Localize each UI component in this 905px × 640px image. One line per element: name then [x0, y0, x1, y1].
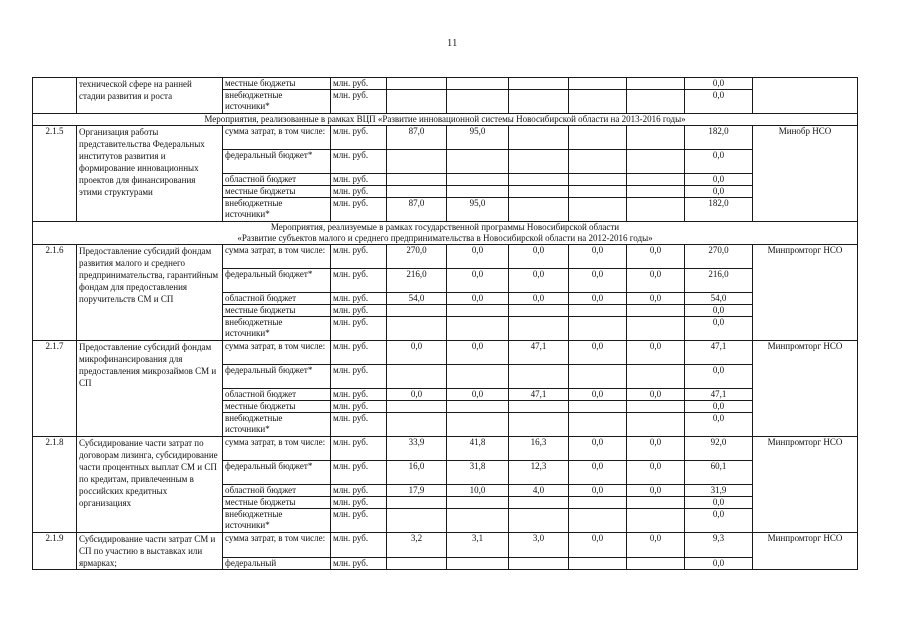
total-value: 182,0 [685, 126, 753, 150]
year-value-1: 54,0 [387, 293, 447, 305]
year-value-4: 0,0 [569, 341, 627, 365]
year-value-3: 47,1 [509, 341, 569, 365]
year-value-5 [627, 150, 685, 174]
funding-source: федеральный бюджет* [223, 365, 331, 389]
table-row [33, 245, 858, 269]
year-value-1: 87,0 [387, 198, 447, 222]
total-value: 0,0 [685, 317, 753, 341]
year-value-5 [627, 198, 685, 222]
year-value-3 [509, 305, 569, 317]
funding-source: внебюджетные источники* [223, 317, 331, 341]
funding-source: местные бюджеты [223, 401, 331, 413]
year-value-3 [509, 90, 569, 114]
year-value-5: 0,0 [627, 485, 685, 497]
funding-source: областной бюджет [223, 485, 331, 497]
total-value: 216,0 [685, 269, 753, 293]
year-value-4 [569, 126, 627, 150]
year-value-5: 0,0 [627, 533, 685, 558]
year-value-3 [509, 401, 569, 413]
section-heading-line: «Развитие субъектов малого и среднего предпринимательства в Новосибирской области на 2012-2016 годы» [237, 233, 653, 243]
year-value-3 [509, 509, 569, 533]
item-name: Субсидирование части затрат по договорам лизинга, субсидирование части процентных выплат СМ и СП по кредитам, привлеченным в российских кредитных организациях [77, 437, 223, 533]
funding-source: федеральный [223, 557, 331, 569]
year-value-1: 0,0 [387, 389, 447, 401]
unit: млн. руб. [331, 401, 387, 413]
year-value-4 [569, 401, 627, 413]
unit: млн. руб. [331, 557, 387, 569]
year-value-5 [627, 126, 685, 150]
year-value-4 [569, 305, 627, 317]
year-value-1 [387, 186, 447, 198]
year-value-4 [569, 90, 627, 114]
year-value-5: 0,0 [627, 269, 685, 293]
executor: Минпромторг НСО [753, 437, 858, 533]
year-value-3 [509, 413, 569, 437]
year-value-1: 216,0 [387, 269, 447, 293]
year-value-3: 0,0 [509, 269, 569, 293]
year-value-1 [387, 413, 447, 437]
item-number: 2.1.9 [33, 533, 77, 570]
year-value-5 [627, 401, 685, 413]
unit: млн. руб. [331, 150, 387, 174]
funding-source: сумма затрат, в том числе: [223, 245, 331, 269]
funding-source: внебюджетные источники* [223, 198, 331, 222]
year-value-1: 87,0 [387, 126, 447, 150]
executor: Минпромторг НСО [753, 245, 858, 341]
total-value: 31,9 [685, 485, 753, 497]
year-value-2 [447, 497, 509, 509]
year-value-3 [509, 198, 569, 222]
year-value-4 [569, 497, 627, 509]
year-value-3: 12,3 [509, 461, 569, 485]
funding-source: местные бюджеты [223, 497, 331, 509]
year-value-1 [387, 401, 447, 413]
unit: млн. руб. [331, 317, 387, 341]
year-value-1 [387, 509, 447, 533]
year-value-2: 10,0 [447, 485, 509, 497]
total-value: 0,0 [685, 365, 753, 389]
section-heading: Мероприятия, реализованные в рамках ВЦП «Развитие инновационной системы Новосибирской области на 2013-2016 годы» [33, 114, 858, 126]
year-value-3 [509, 186, 569, 198]
unit: млн. руб. [331, 437, 387, 461]
year-value-4 [569, 509, 627, 533]
year-value-4: 0,0 [569, 533, 627, 558]
year-value-2: 31,8 [447, 461, 509, 485]
year-value-2 [447, 305, 509, 317]
page-number: 11 [447, 38, 458, 49]
year-value-3: 16,3 [509, 437, 569, 461]
year-value-4 [569, 186, 627, 198]
funding-source: сумма затрат, в том числе: [223, 533, 331, 558]
year-value-5 [627, 557, 685, 569]
unit: млн. руб. [331, 365, 387, 389]
unit: млн. руб. [331, 245, 387, 269]
executor [753, 78, 858, 114]
year-value-5 [627, 509, 685, 533]
year-value-5 [627, 413, 685, 437]
year-value-4 [569, 557, 627, 569]
funding-source: сумма затрат, в том числе: [223, 437, 331, 461]
total-value: 60,1 [685, 461, 753, 485]
funding-source: областной бюджет [223, 174, 331, 186]
year-value-2: 0,0 [447, 341, 509, 365]
item-number [33, 78, 77, 114]
table-row [33, 78, 858, 90]
year-value-2 [447, 365, 509, 389]
year-value-3 [509, 317, 569, 341]
total-value: 0,0 [685, 557, 753, 569]
year-value-3: 3,0 [509, 533, 569, 558]
year-value-3 [509, 365, 569, 389]
unit: млн. руб. [331, 485, 387, 497]
total-value: 54,0 [685, 293, 753, 305]
year-value-1 [387, 150, 447, 174]
year-value-1: 16,0 [387, 461, 447, 485]
executor: Минобр НСО [753, 126, 858, 222]
unit: млн. руб. [331, 78, 387, 90]
year-value-5 [627, 78, 685, 90]
year-value-1: 270,0 [387, 245, 447, 269]
year-value-1 [387, 365, 447, 389]
section-heading-row [33, 222, 858, 245]
year-value-1 [387, 78, 447, 90]
year-value-1: 3,2 [387, 533, 447, 558]
year-value-5: 0,0 [627, 293, 685, 305]
year-value-1: 0,0 [387, 341, 447, 365]
year-value-4 [569, 150, 627, 174]
year-value-3: 4,0 [509, 485, 569, 497]
unit: млн. руб. [331, 341, 387, 365]
unit: млн. руб. [331, 269, 387, 293]
unit: млн. руб. [331, 174, 387, 186]
unit: млн. руб. [331, 126, 387, 150]
unit: млн. руб. [331, 413, 387, 437]
year-value-3: 0,0 [509, 245, 569, 269]
year-value-4: 0,0 [569, 461, 627, 485]
unit: млн. руб. [331, 497, 387, 509]
unit: млн. руб. [331, 389, 387, 401]
section-heading-line: Мероприятия, реализуемые в рамках государственной программы Новосибирской области [270, 222, 620, 232]
year-value-4: 0,0 [569, 389, 627, 401]
year-value-1 [387, 497, 447, 509]
total-value: 270,0 [685, 245, 753, 269]
unit: млн. руб. [331, 293, 387, 305]
funding-source: местные бюджеты [223, 78, 331, 90]
total-value: 0,0 [685, 509, 753, 533]
year-value-1 [387, 305, 447, 317]
unit: млн. руб. [331, 90, 387, 114]
item-number: 2.1.5 [33, 126, 77, 222]
year-value-2 [447, 509, 509, 533]
table-row [33, 533, 858, 558]
total-value: 0,0 [685, 78, 753, 90]
year-value-5 [627, 497, 685, 509]
table-row [33, 437, 858, 461]
year-value-4: 0,0 [569, 485, 627, 497]
year-value-2 [447, 413, 509, 437]
year-value-4 [569, 317, 627, 341]
year-value-5: 0,0 [627, 341, 685, 365]
total-value: 47,1 [685, 389, 753, 401]
unit: млн. руб. [331, 461, 387, 485]
funding-source: внебюджетные источники* [223, 509, 331, 533]
funding-source: внебюджетные источники* [223, 413, 331, 437]
year-value-3 [509, 150, 569, 174]
total-value: 0,0 [685, 150, 753, 174]
year-value-2: 0,0 [447, 245, 509, 269]
year-value-5 [627, 365, 685, 389]
year-value-3: 0,0 [509, 293, 569, 305]
total-value: 0,0 [685, 497, 753, 509]
year-value-4: 0,0 [569, 437, 627, 461]
year-value-2: 0,0 [447, 293, 509, 305]
total-value: 47,1 [685, 341, 753, 365]
year-value-2: 3,1 [447, 533, 509, 558]
year-value-5: 0,0 [627, 461, 685, 485]
table-row [33, 126, 858, 150]
year-value-1 [387, 174, 447, 186]
year-value-2 [447, 90, 509, 114]
year-value-4 [569, 365, 627, 389]
total-value: 0,0 [685, 90, 753, 114]
section-heading-row [33, 114, 858, 126]
year-value-1: 17,9 [387, 485, 447, 497]
funding-source: федеральный бюджет* [223, 150, 331, 174]
year-value-5 [627, 186, 685, 198]
year-value-3 [509, 126, 569, 150]
item-name: Организация работы представительства Федеральных институтов развития и формирование инновационных проектов для финансирования этими структурами [77, 126, 223, 222]
year-value-4: 0,0 [569, 293, 627, 305]
unit: млн. руб. [331, 509, 387, 533]
executor: Минпромторг НСО [753, 341, 858, 437]
year-value-1 [387, 317, 447, 341]
total-value: 0,0 [685, 401, 753, 413]
item-number: 2.1.8 [33, 437, 77, 533]
year-value-3 [509, 557, 569, 569]
total-value: 9,3 [685, 533, 753, 558]
item-name: технической сфере на ранней стадии развития и роста [77, 78, 223, 114]
table-row [33, 341, 858, 365]
year-value-2: 0,0 [447, 269, 509, 293]
year-value-5 [627, 90, 685, 114]
executor: Минпромторг НСО [753, 533, 858, 570]
year-value-2 [447, 78, 509, 90]
year-value-5: 0,0 [627, 245, 685, 269]
item-number: 2.1.7 [33, 341, 77, 437]
funding-source: федеральный бюджет* [223, 461, 331, 485]
year-value-2 [447, 401, 509, 413]
year-value-1 [387, 557, 447, 569]
year-value-2: 95,0 [447, 198, 509, 222]
year-value-3 [509, 78, 569, 90]
year-value-5 [627, 317, 685, 341]
total-value: 92,0 [685, 437, 753, 461]
total-value: 0,0 [685, 174, 753, 186]
year-value-3 [509, 497, 569, 509]
year-value-4: 0,0 [569, 245, 627, 269]
year-value-4 [569, 78, 627, 90]
funding-source: областной бюджет [223, 389, 331, 401]
year-value-3 [509, 174, 569, 186]
year-value-4 [569, 198, 627, 222]
year-value-5: 0,0 [627, 389, 685, 401]
year-value-4 [569, 413, 627, 437]
budget-table [32, 77, 858, 570]
funding-source: федеральный бюджет* [223, 269, 331, 293]
year-value-4 [569, 174, 627, 186]
funding-source: областной бюджет [223, 293, 331, 305]
year-value-2: 0,0 [447, 389, 509, 401]
item-name: Предоставление субсидий фондам развития малого и среднего предпринимательства, гарантийным фондам для предоставления поручительств СМ и СП [77, 245, 223, 341]
year-value-1 [387, 90, 447, 114]
section-heading [33, 222, 858, 245]
year-value-1: 33,9 [387, 437, 447, 461]
funding-source: сумма затрат, в том числе: [223, 341, 331, 365]
unit: млн. руб. [331, 533, 387, 558]
funding-source: местные бюджеты [223, 186, 331, 198]
year-value-2 [447, 174, 509, 186]
year-value-2: 95,0 [447, 126, 509, 150]
year-value-5 [627, 174, 685, 186]
year-value-2 [447, 150, 509, 174]
year-value-2 [447, 186, 509, 198]
item-number: 2.1.6 [33, 245, 77, 341]
funding-source: внебюджетные источники* [223, 90, 331, 114]
year-value-2: 41,8 [447, 437, 509, 461]
unit: млн. руб. [331, 198, 387, 222]
year-value-4: 0,0 [569, 269, 627, 293]
total-value: 182,0 [685, 198, 753, 222]
total-value: 0,0 [685, 186, 753, 198]
year-value-5: 0,0 [627, 437, 685, 461]
funding-source: местные бюджеты [223, 305, 331, 317]
total-value: 0,0 [685, 413, 753, 437]
item-name: Субсидирование части затрат СМ и СП по участию в выставках или ярмарках; [77, 533, 223, 570]
unit: млн. руб. [331, 186, 387, 198]
unit: млн. руб. [331, 305, 387, 317]
year-value-2 [447, 557, 509, 569]
year-value-2 [447, 317, 509, 341]
funding-source: сумма затрат, в том числе: [223, 126, 331, 150]
total-value: 0,0 [685, 305, 753, 317]
item-name: Предоставление субсидий фондам микрофинансирования для предоставления микрозаймов СМ и СП [77, 341, 223, 437]
year-value-5 [627, 305, 685, 317]
year-value-3: 47,1 [509, 389, 569, 401]
